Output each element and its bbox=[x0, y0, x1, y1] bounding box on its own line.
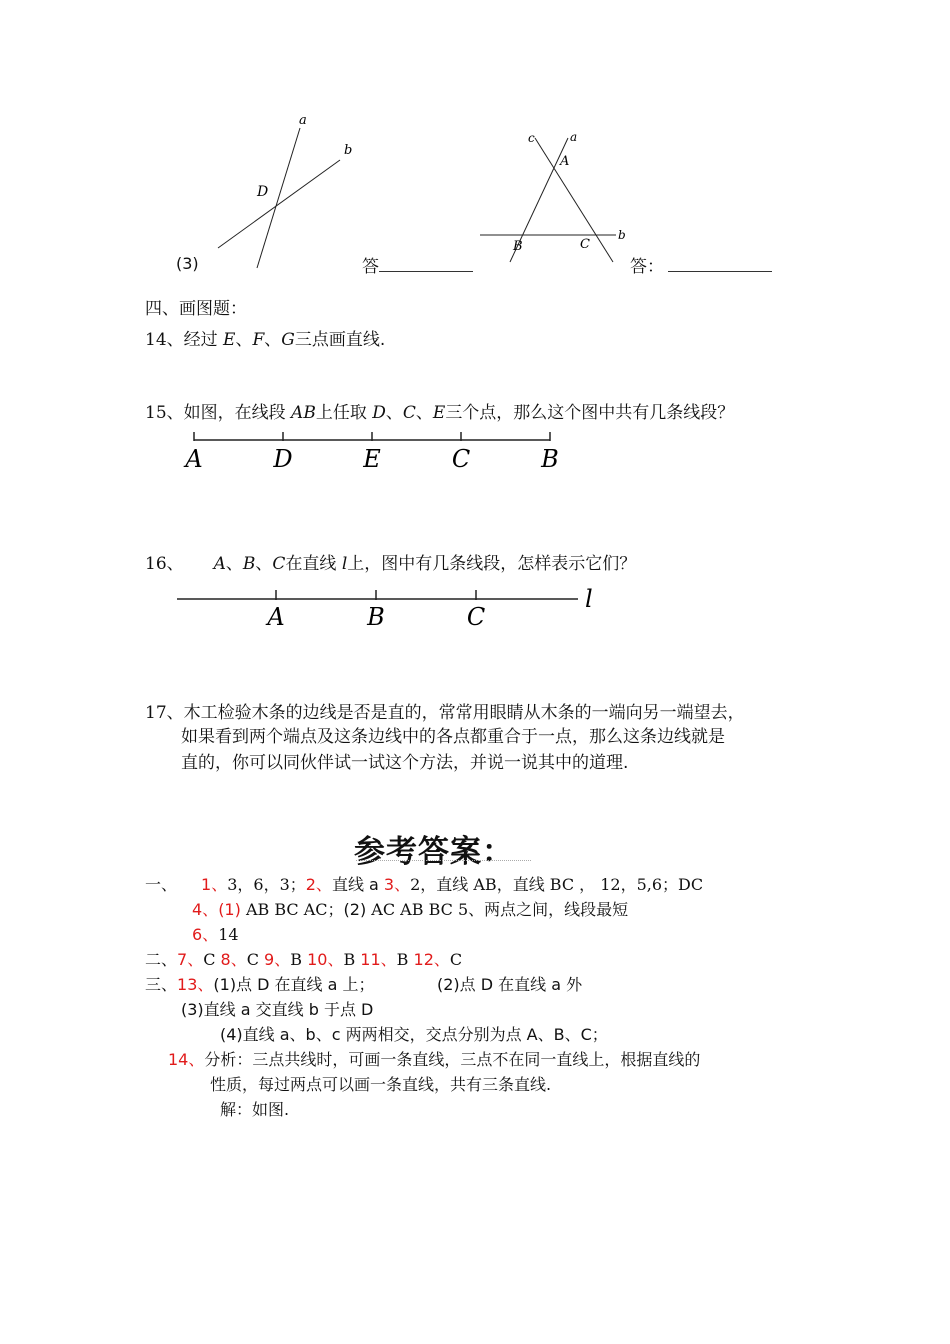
figure-4-three-lines bbox=[470, 125, 640, 275]
label-D: D bbox=[257, 184, 269, 200]
answer-row-9: 性质，每过两点可以画一条直线，共有三条直线. bbox=[210, 1075, 552, 1094]
point-label-B: B bbox=[541, 445, 559, 473]
question-14: 14、经过 E、F、G三点画直线. bbox=[145, 330, 386, 350]
answer-row-8: 14、分析：三点共线时，可画一条直线，三点不在同一直线上，根据直线的 bbox=[168, 1050, 701, 1069]
point-label-A: A bbox=[267, 603, 285, 631]
label-a: a bbox=[570, 130, 578, 144]
answers-title: 参考答案： bbox=[354, 834, 514, 870]
label-c: c bbox=[528, 131, 535, 145]
answer-4-prefix: 答： bbox=[630, 257, 664, 277]
question-15: 15、如图，在线段 AB上任取 D、C、E三个点，那么这个图中共有几条线段？ bbox=[145, 403, 735, 423]
figure-3-label: (3) bbox=[176, 254, 199, 273]
question-17-line-2: 如果看到两个端点及这条边线中的各点都重合于一点，那么这条边线就是 bbox=[181, 727, 725, 747]
line-b bbox=[218, 160, 340, 248]
answer-row-5-right: (2)点 D 在直线 a 外 bbox=[437, 975, 583, 994]
answer-row-3: 6、14 bbox=[192, 925, 239, 944]
label-b: b bbox=[344, 143, 353, 158]
answer-row-4: 二、7、C 8、C 9、B 10、B 11、B 12、C bbox=[145, 950, 463, 969]
answer-3-prefix: 答 bbox=[362, 257, 379, 277]
point-label-C: C bbox=[466, 603, 486, 631]
section-4-heading: 四、画图题： bbox=[145, 299, 247, 319]
answer-row-2: 4、(1) AB BC AC；(2) AC AB BC 5、两点之间，线段最短 bbox=[192, 900, 629, 919]
answer-row-10: 解：如图. bbox=[220, 1100, 290, 1119]
point-label-D: D bbox=[273, 445, 293, 473]
answer-4 bbox=[630, 252, 772, 277]
answer-4-blank[interactable] bbox=[668, 271, 772, 272]
point-label-E: E bbox=[363, 445, 381, 473]
question-16: 16、 A、B、C在直线 l上，图中有几条线段，怎样表示它们？ bbox=[145, 554, 637, 574]
point-label-B: B bbox=[367, 603, 385, 631]
question-17-line-1: 17、木工检验木条的边线是否是直的，常常用眼睛从木条的一端向另一端望去， bbox=[145, 703, 745, 723]
figure-16-line bbox=[175, 582, 605, 632]
point-label-C: C bbox=[451, 445, 471, 473]
answer-3-blank[interactable] bbox=[379, 271, 473, 272]
answer-row-1: 一、 1、3，6，3；2、直线 a 3、2，直线 AB，直线 BC ， 12，5,6；DC bbox=[145, 875, 704, 894]
answer-row-6: (3)直线 a 交直线 b 于点 D bbox=[181, 1000, 374, 1019]
answer-row-5: 三、13、(1)点 D 在直线 a 上； bbox=[145, 975, 375, 994]
answer-row-7: (4)直线 a、b、c 两两相交，交点分别为点 A、B、C； bbox=[220, 1025, 608, 1044]
label-A: A bbox=[560, 154, 570, 169]
answers-title-underline bbox=[356, 860, 531, 861]
label-b: b bbox=[618, 228, 626, 242]
label-a: a bbox=[299, 113, 307, 128]
question-17-line-3: 直的，你可以同伙伴试一试这个方法，并说一说其中的道理. bbox=[181, 753, 629, 773]
point-label-A: A bbox=[185, 445, 203, 473]
line-c bbox=[535, 138, 613, 262]
label-C: C bbox=[580, 237, 590, 252]
figure-3-intersecting-lines bbox=[200, 110, 370, 275]
line-label-l: l bbox=[585, 585, 593, 613]
figure-15-segment bbox=[175, 425, 565, 475]
answer-3 bbox=[362, 252, 473, 277]
label-B: B bbox=[513, 239, 523, 254]
